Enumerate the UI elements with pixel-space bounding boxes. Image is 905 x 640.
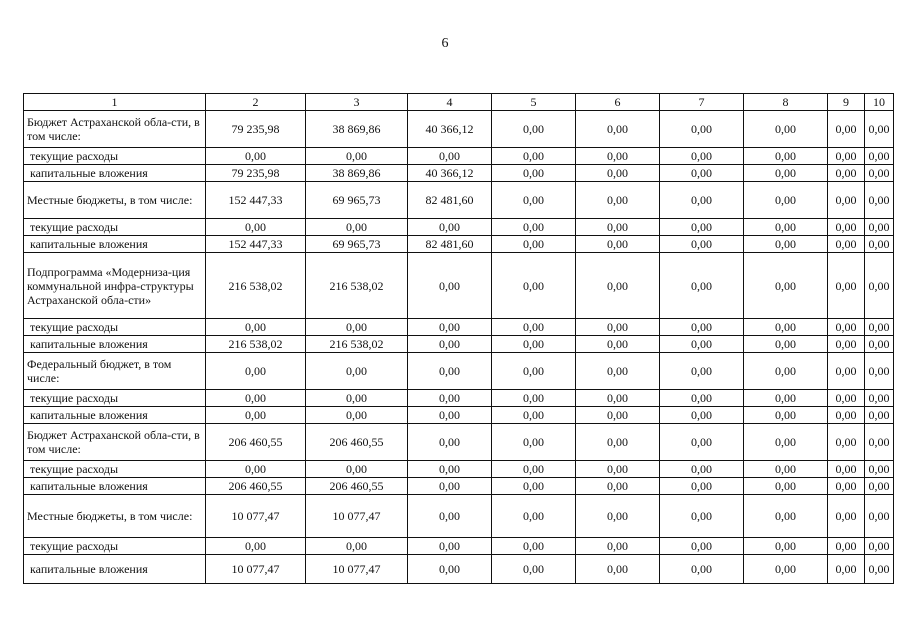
table-cell: 0,00 — [744, 319, 828, 336]
table-cell: 69 965,73 — [306, 182, 408, 219]
table-cell: 0,00 — [744, 253, 828, 319]
table-row — [24, 495, 894, 538]
row-label: капитальные вложения — [24, 236, 206, 253]
column-header: 5 — [492, 94, 576, 111]
column-header: 1 — [24, 94, 206, 111]
table-cell: 0,00 — [576, 495, 660, 538]
table-cell: 0,00 — [660, 495, 744, 538]
table-cell: 0,00 — [865, 424, 894, 461]
table-cell: 0,00 — [828, 165, 865, 182]
table-cell: 0,00 — [744, 495, 828, 538]
column-header: 3 — [306, 94, 408, 111]
table-cell: 38 869,86 — [306, 111, 408, 148]
table-cell: 0,00 — [828, 495, 865, 538]
table-cell: 206 460,55 — [306, 478, 408, 495]
table-cell: 0,00 — [660, 478, 744, 495]
row-label: текущие расходы — [24, 390, 206, 407]
table-cell: 0,00 — [492, 236, 576, 253]
table-cell: 206 460,55 — [306, 424, 408, 461]
table-cell: 0,00 — [660, 336, 744, 353]
table-cell: 0,00 — [576, 555, 660, 584]
table-cell: 0,00 — [744, 538, 828, 555]
table-cell: 0,00 — [576, 353, 660, 390]
column-header: 4 — [408, 94, 492, 111]
table-cell: 0,00 — [660, 219, 744, 236]
table-cell: 82 481,60 — [408, 182, 492, 219]
table-cell: 0,00 — [828, 538, 865, 555]
table-cell: 0,00 — [206, 538, 306, 555]
table-cell: 0,00 — [660, 461, 744, 478]
table-cell: 0,00 — [660, 555, 744, 584]
table-body — [24, 111, 894, 584]
table-cell: 0,00 — [408, 478, 492, 495]
table-cell: 0,00 — [865, 461, 894, 478]
table-row — [24, 407, 894, 424]
table-row — [24, 478, 894, 495]
table-cell: 0,00 — [865, 336, 894, 353]
table-cell: 0,00 — [744, 424, 828, 461]
column-header: 7 — [660, 94, 744, 111]
table-cell: 0,00 — [492, 390, 576, 407]
table-cell: 0,00 — [828, 148, 865, 165]
table-row — [24, 182, 894, 219]
row-label: Местные бюджеты, в том числе: — [24, 495, 206, 538]
table-cell: 206 460,55 — [206, 424, 306, 461]
header-row — [24, 94, 894, 111]
table-cell: 0,00 — [865, 253, 894, 319]
table-cell: 0,00 — [206, 148, 306, 165]
table-cell: 216 538,02 — [206, 253, 306, 319]
row-label: капитальные вложения — [24, 407, 206, 424]
table-cell: 206 460,55 — [206, 478, 306, 495]
table-row — [24, 253, 894, 319]
table-cell: 0,00 — [408, 148, 492, 165]
column-header: 2 — [206, 94, 306, 111]
row-label: капитальные вложения — [24, 336, 206, 353]
column-header: 9 — [828, 94, 865, 111]
table-row — [24, 424, 894, 461]
table-cell: 0,00 — [865, 555, 894, 584]
table-cell: 0,00 — [828, 424, 865, 461]
table-cell: 0,00 — [492, 148, 576, 165]
table-cell: 0,00 — [206, 390, 306, 407]
table-cell: 0,00 — [744, 111, 828, 148]
table-cell: 0,00 — [306, 390, 408, 407]
row-label: капитальные вложения — [24, 478, 206, 495]
table-cell: 0,00 — [576, 538, 660, 555]
table-row — [24, 165, 894, 182]
table-cell: 0,00 — [306, 538, 408, 555]
table-cell: 216 538,02 — [306, 253, 408, 319]
table-cell: 0,00 — [206, 407, 306, 424]
table-cell: 79 235,98 — [206, 165, 306, 182]
table-cell: 0,00 — [492, 461, 576, 478]
table-row — [24, 111, 894, 148]
table-cell: 0,00 — [206, 353, 306, 390]
budget-table — [23, 93, 894, 584]
table-cell: 0,00 — [828, 253, 865, 319]
table-cell: 0,00 — [828, 336, 865, 353]
table-cell: 69 965,73 — [306, 236, 408, 253]
table-cell: 0,00 — [408, 336, 492, 353]
table-cell: 0,00 — [660, 407, 744, 424]
table-cell: 10 077,47 — [306, 495, 408, 538]
table-cell: 0,00 — [492, 538, 576, 555]
table-cell: 0,00 — [408, 319, 492, 336]
row-label: капитальные вложения — [24, 555, 206, 584]
row-label: текущие расходы — [24, 538, 206, 555]
table-cell: 0,00 — [408, 407, 492, 424]
table-cell: 0,00 — [306, 148, 408, 165]
table-row — [24, 390, 894, 407]
table-cell: 0,00 — [660, 165, 744, 182]
table-cell: 0,00 — [306, 319, 408, 336]
table-cell: 0,00 — [206, 319, 306, 336]
table-cell: 0,00 — [492, 495, 576, 538]
table-cell: 0,00 — [865, 407, 894, 424]
table-cell: 0,00 — [492, 219, 576, 236]
table-cell: 0,00 — [744, 165, 828, 182]
table-cell: 0,00 — [408, 495, 492, 538]
table-row — [24, 555, 894, 584]
table-cell: 0,00 — [576, 390, 660, 407]
table-cell: 0,00 — [408, 461, 492, 478]
table-row — [24, 538, 894, 555]
table-cell: 0,00 — [828, 182, 865, 219]
table-cell: 0,00 — [576, 336, 660, 353]
table-cell: 0,00 — [828, 319, 865, 336]
table-cell: 0,00 — [865, 319, 894, 336]
table-cell: 0,00 — [744, 236, 828, 253]
table-cell: 152 447,33 — [206, 182, 306, 219]
table-cell: 0,00 — [576, 111, 660, 148]
table-cell: 0,00 — [576, 253, 660, 319]
table-cell: 0,00 — [660, 538, 744, 555]
table-cell: 0,00 — [492, 319, 576, 336]
table-cell: 0,00 — [306, 461, 408, 478]
table-row — [24, 219, 894, 236]
table-cell: 0,00 — [576, 407, 660, 424]
table-cell: 10 077,47 — [206, 495, 306, 538]
row-label: Федеральный бюджет, в том числе: — [24, 353, 206, 390]
table-cell: 0,00 — [660, 253, 744, 319]
table-cell: 0,00 — [865, 495, 894, 538]
table-cell: 0,00 — [865, 182, 894, 219]
table-cell: 0,00 — [492, 555, 576, 584]
table-cell: 0,00 — [492, 165, 576, 182]
table-row — [24, 148, 894, 165]
table-cell: 0,00 — [660, 353, 744, 390]
row-label: капитальные вложения — [24, 165, 206, 182]
table-cell: 0,00 — [576, 236, 660, 253]
table-cell: 0,00 — [206, 219, 306, 236]
table-cell: 0,00 — [576, 165, 660, 182]
table-cell: 0,00 — [408, 219, 492, 236]
table-cell: 0,00 — [828, 461, 865, 478]
row-label: текущие расходы — [24, 148, 206, 165]
table-cell: 0,00 — [660, 182, 744, 219]
table-row — [24, 353, 894, 390]
table-cell: 216 538,02 — [306, 336, 408, 353]
table-header — [24, 94, 894, 111]
table-cell: 0,00 — [660, 111, 744, 148]
table-cell: 0,00 — [865, 219, 894, 236]
table-cell: 79 235,98 — [206, 111, 306, 148]
table-cell: 0,00 — [408, 555, 492, 584]
table-cell: 0,00 — [744, 148, 828, 165]
column-header: 6 — [576, 94, 660, 111]
row-label: Бюджет Астраханской обла-сти, в том числе: — [24, 424, 206, 461]
row-label: текущие расходы — [24, 319, 206, 336]
table-cell: 0,00 — [828, 111, 865, 148]
table-cell: 0,00 — [828, 390, 865, 407]
table-cell: 0,00 — [865, 165, 894, 182]
table-cell: 0,00 — [828, 236, 865, 253]
table-cell: 0,00 — [576, 182, 660, 219]
table-cell: 0,00 — [865, 236, 894, 253]
row-label: текущие расходы — [24, 461, 206, 478]
table-cell: 0,00 — [828, 219, 865, 236]
table-cell: 0,00 — [408, 353, 492, 390]
table-cell: 0,00 — [660, 236, 744, 253]
table-cell: 0,00 — [865, 538, 894, 555]
table-cell: 0,00 — [744, 336, 828, 353]
table-cell: 0,00 — [828, 353, 865, 390]
table-cell: 0,00 — [865, 390, 894, 407]
row-label: Бюджет Астраханской обла-сти, в том числе: — [24, 111, 206, 148]
table-cell: 0,00 — [576, 424, 660, 461]
table-cell: 0,00 — [576, 461, 660, 478]
column-header: 10 — [865, 94, 894, 111]
table-row — [24, 319, 894, 336]
table-cell: 0,00 — [744, 219, 828, 236]
table-cell: 0,00 — [492, 407, 576, 424]
table-cell: 0,00 — [744, 555, 828, 584]
table-cell: 40 366,12 — [408, 111, 492, 148]
table-cell: 0,00 — [408, 538, 492, 555]
table-cell: 0,00 — [306, 353, 408, 390]
table-cell: 0,00 — [408, 390, 492, 407]
table-cell: 38 869,86 — [306, 165, 408, 182]
table-row — [24, 236, 894, 253]
table-row — [24, 336, 894, 353]
table-cell: 0,00 — [828, 478, 865, 495]
table-cell: 82 481,60 — [408, 236, 492, 253]
table-cell: 0,00 — [744, 478, 828, 495]
table-cell: 40 366,12 — [408, 165, 492, 182]
table-cell: 0,00 — [492, 353, 576, 390]
table-cell: 0,00 — [492, 336, 576, 353]
table-cell: 0,00 — [865, 111, 894, 148]
table-cell: 152 447,33 — [206, 236, 306, 253]
table-cell: 0,00 — [744, 390, 828, 407]
column-header: 8 — [744, 94, 828, 111]
table-cell: 0,00 — [492, 182, 576, 219]
row-label: текущие расходы — [24, 219, 206, 236]
table-cell: 0,00 — [408, 253, 492, 319]
table-cell: 0,00 — [865, 478, 894, 495]
table-cell: 0,00 — [408, 424, 492, 461]
table-cell: 0,00 — [744, 407, 828, 424]
table-cell: 0,00 — [744, 353, 828, 390]
table-cell: 0,00 — [828, 407, 865, 424]
row-label: Подпрограмма «Модерниза-ция коммунальной инфра-структуры Астраханской обла-сти» — [24, 253, 206, 319]
table-cell: 0,00 — [865, 148, 894, 165]
table-cell: 0,00 — [492, 424, 576, 461]
table-row — [24, 461, 894, 478]
table-cell: 10 077,47 — [306, 555, 408, 584]
table-cell: 0,00 — [576, 319, 660, 336]
table-cell: 0,00 — [576, 478, 660, 495]
page-number: 6 — [441, 36, 449, 51]
table-cell: 0,00 — [744, 182, 828, 219]
table-cell: 0,00 — [660, 424, 744, 461]
row-label: Местные бюджеты, в том числе: — [24, 182, 206, 219]
table-cell: 0,00 — [492, 253, 576, 319]
table-cell: 0,00 — [306, 407, 408, 424]
table-cell: 216 538,02 — [206, 336, 306, 353]
table-cell: 0,00 — [828, 555, 865, 584]
table-cell: 0,00 — [306, 219, 408, 236]
table-cell: 0,00 — [576, 219, 660, 236]
table-cell: 0,00 — [492, 478, 576, 495]
table-cell: 0,00 — [660, 390, 744, 407]
table-cell: 0,00 — [744, 461, 828, 478]
table-cell: 10 077,47 — [206, 555, 306, 584]
table-cell: 0,00 — [206, 461, 306, 478]
table-cell: 0,00 — [576, 148, 660, 165]
table-cell: 0,00 — [865, 353, 894, 390]
table-cell: 0,00 — [660, 319, 744, 336]
table-cell: 0,00 — [660, 148, 744, 165]
table-cell: 0,00 — [492, 111, 576, 148]
